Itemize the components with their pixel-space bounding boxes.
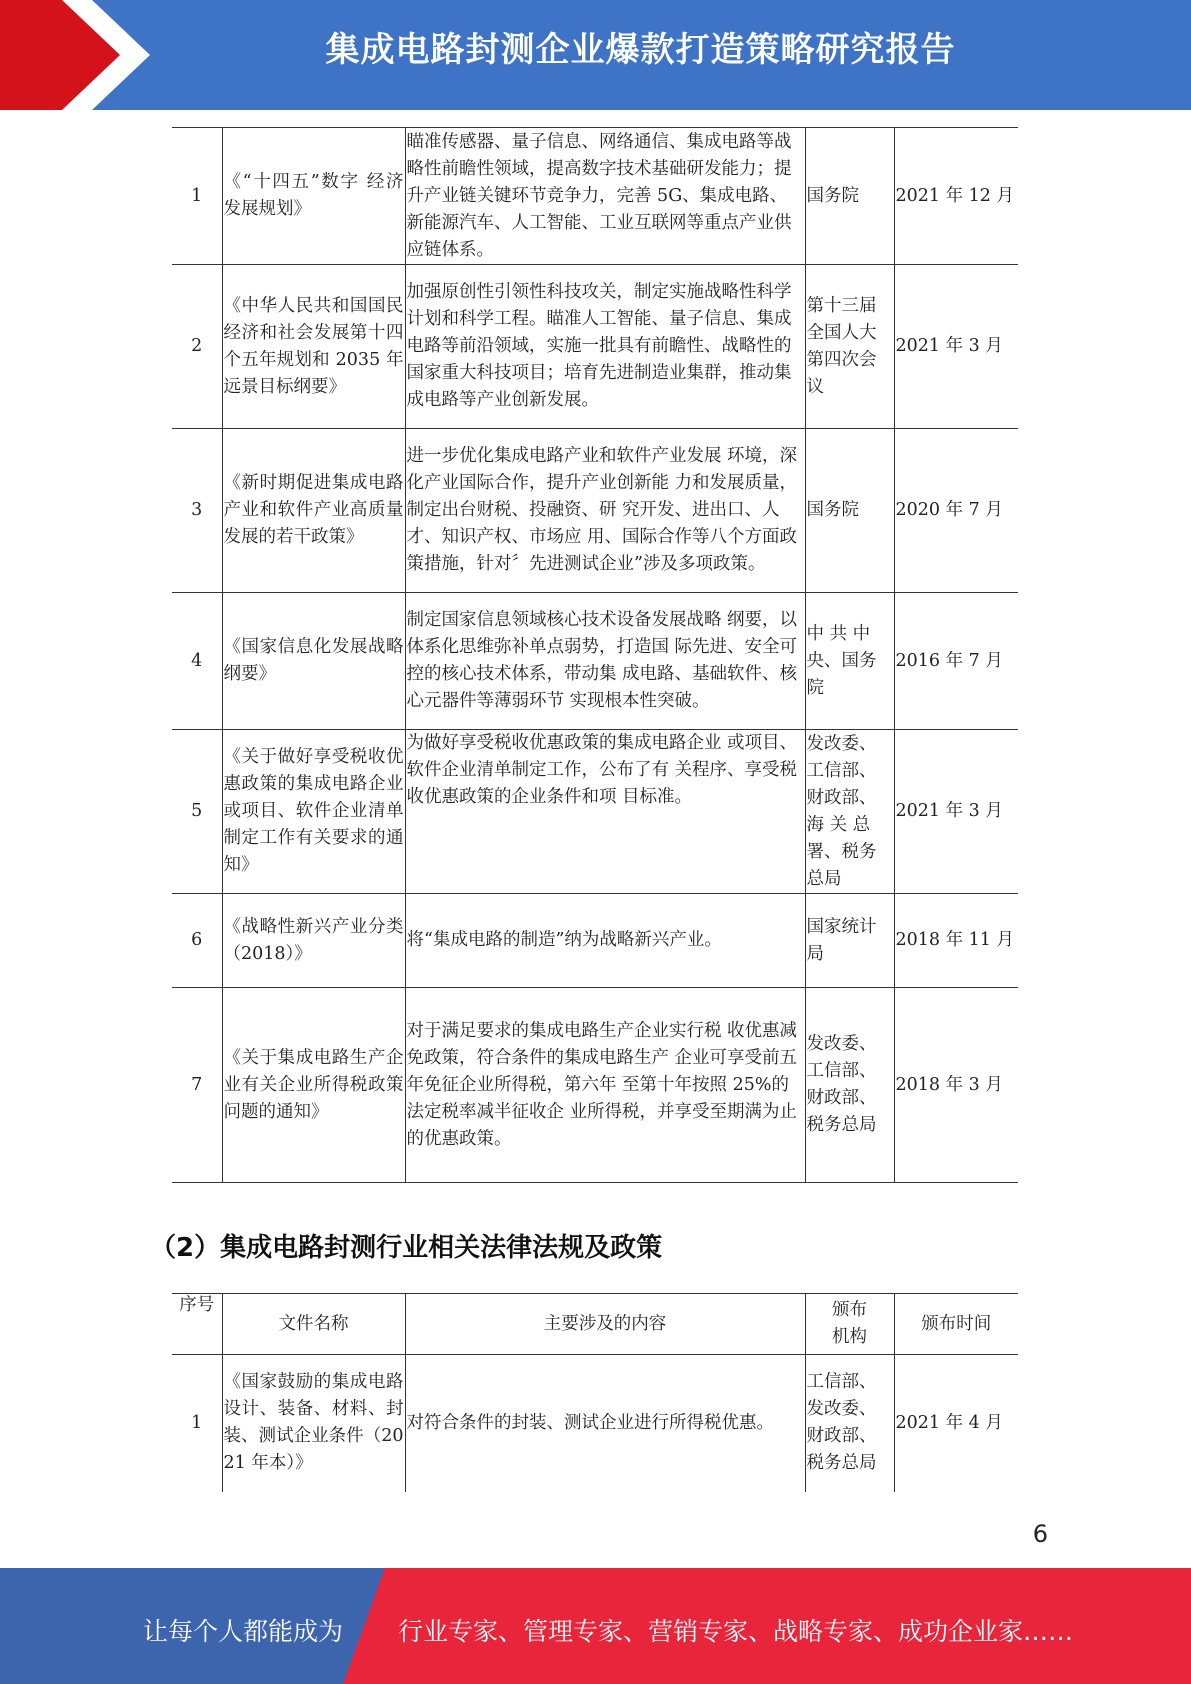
content-cell: 进一步优化集成电路产业和软件产业发展 环境，深化产业国际合作，提升产业创新能 力和发展质量，制定出台财税、投融资、研 究开发、进出口、人才、知识产权、市场应 用、国际合作等八个方面政策措施，针对〞先进测试企业”涉及多项政策。	[405, 429, 805, 593]
date-cell: 2021 年 12 月	[894, 128, 1018, 265]
issuer-cell: 发改委、工信部、财政部、海 关 总署、税务总局	[805, 730, 894, 894]
table-row	[172, 429, 1018, 593]
document-name: 《“十四五”数字 经济发展规划》	[222, 128, 405, 265]
document-title: 集成电路封测企业爆款打造策略研究报告	[325, 30, 956, 70]
row-number: 7	[172, 988, 222, 1183]
document-name: 《战略性新兴产业分类（2018）》	[222, 894, 405, 988]
header-content: 主要涉及的内容	[405, 1294, 805, 1355]
issuer-cell: 国家统计局	[805, 894, 894, 988]
document-name: 《国家鼓励的集成电路设计、装备、材料、封装、测试企业条件（2021 年本）》	[222, 1355, 405, 1492]
content-cell: 为做好享受税收优惠政策的集成电路企业 或项目、软件企业清单制定工作，公布了有 关程序、享受税收优惠政策的企业条件和项 目标准。	[405, 730, 805, 894]
row-number: 1	[172, 128, 222, 265]
issuer-cell: 发改委、工信部、财政部、税务总局	[805, 988, 894, 1183]
document-name: 《关于集成电路生产企业有关企业所得税政策问题的通知》	[222, 988, 405, 1183]
header-date: 颁布时间	[894, 1294, 1018, 1355]
date-cell: 2021 年 3 月	[894, 730, 1018, 894]
table-row	[172, 265, 1018, 429]
header-document-name: 文件名称	[222, 1294, 405, 1355]
row-number: 5	[172, 730, 222, 894]
table-row	[172, 128, 1018, 265]
document-name: 《国家信息化发展战略纲要》	[222, 593, 405, 730]
content-cell: 制定国家信息领域核心技术设备发展战略 纲要，以体系化思维弥补单点弱势，打造国 际先进、安全可控的核心技术体系，带动集 成电路、基础软件、核心元器件等薄弱环节 实现根本性突破。	[405, 593, 805, 730]
content-cell: 对于满足要求的集成电路生产企业实行税 收优惠减免政策，符合条件的集成电路生产 企业可享受前五年免征企业所得税，第六年 至第十年按照 25%的法定税率减半征收企 业所得税，并享受至期满为止的优惠政策。	[405, 988, 805, 1183]
policy-table-1	[172, 127, 1018, 1183]
footer-slogan-left: 让每个人都能成为	[143, 1617, 344, 1646]
row-number: 6	[172, 894, 222, 988]
page-number: 6	[1032, 1520, 1048, 1548]
date-cell: 2021 年 3 月	[894, 265, 1018, 429]
row-number: 4	[172, 593, 222, 730]
table-row	[172, 988, 1018, 1183]
content-cell: 对符合条件的封装、测试企业进行所得税优惠。	[405, 1355, 805, 1492]
table-row	[172, 593, 1018, 730]
content-cell: 将“集成电路的制造”纳为战略新兴产业。	[405, 894, 805, 988]
date-cell: 2020 年 7 月	[894, 429, 1018, 593]
date-cell: 2021 年 4 月	[894, 1355, 1018, 1492]
row-number: 3	[172, 429, 222, 593]
issuer-cell: 中 共 中央、国务院	[805, 593, 894, 730]
date-cell: 2018 年 3 月	[894, 988, 1018, 1183]
content-cell: 瞄准传感器、量子信息、网络通信、集成电路等战略性前瞻性领域，提高数字技术基础研发能力；提升产业链关键环节竞争力，完善 5G、集成电路、新能源汽车、人工智能、工业互联网等重点产业供应链体系。	[405, 128, 805, 265]
table-header-row	[172, 1294, 1018, 1355]
content-cell: 加强原创性引领性科技攻关，制定实施战略性科学计划和科学工程。瞄准人工智能、量子信息、集成电路等前沿领域，实施一批具有前瞻性、战略性的国家重大科技项目；培育先进制造业集群，推动集成电路等产业创新发展。	[405, 265, 805, 429]
document-name: 《关于做好享受税收优惠政策的集成电路企业或项目、软件企业清单制定工作有关要求的通知》	[222, 730, 405, 894]
table-row	[172, 1355, 1018, 1492]
section-heading: （2）集成电路封测行业相关法律法规及政策	[150, 1233, 663, 1263]
issuer-cell: 工信部、发改委、财政部、税务总局	[805, 1355, 894, 1492]
row-number: 2	[172, 265, 222, 429]
issuer-cell: 国务院	[805, 128, 894, 265]
header-number: 序号	[172, 1294, 222, 1355]
footer-slogan-right: 行业专家、管理专家、营销专家、战略专家、成功企业家……	[398, 1617, 1074, 1646]
row-number: 1	[172, 1355, 222, 1492]
date-cell: 2016 年 7 月	[894, 593, 1018, 730]
document-name: 《新时期促进集成电路产业和软件产业高质量发展的若干政策》	[222, 429, 405, 593]
table-row	[172, 894, 1018, 988]
policy-table-2	[172, 1293, 1018, 1492]
issuer-cell: 国务院	[805, 429, 894, 593]
document-name: 《中华人民共和国国民经济和社会发展第十四个五年规划和 2035 年远景目标纲要》	[222, 265, 405, 429]
table-row	[172, 730, 1018, 894]
date-cell: 2018 年 11 月	[894, 894, 1018, 988]
header-issuer: 颁布机构	[805, 1294, 894, 1355]
issuer-cell: 第十三届全国人大第四次会议	[805, 265, 894, 429]
